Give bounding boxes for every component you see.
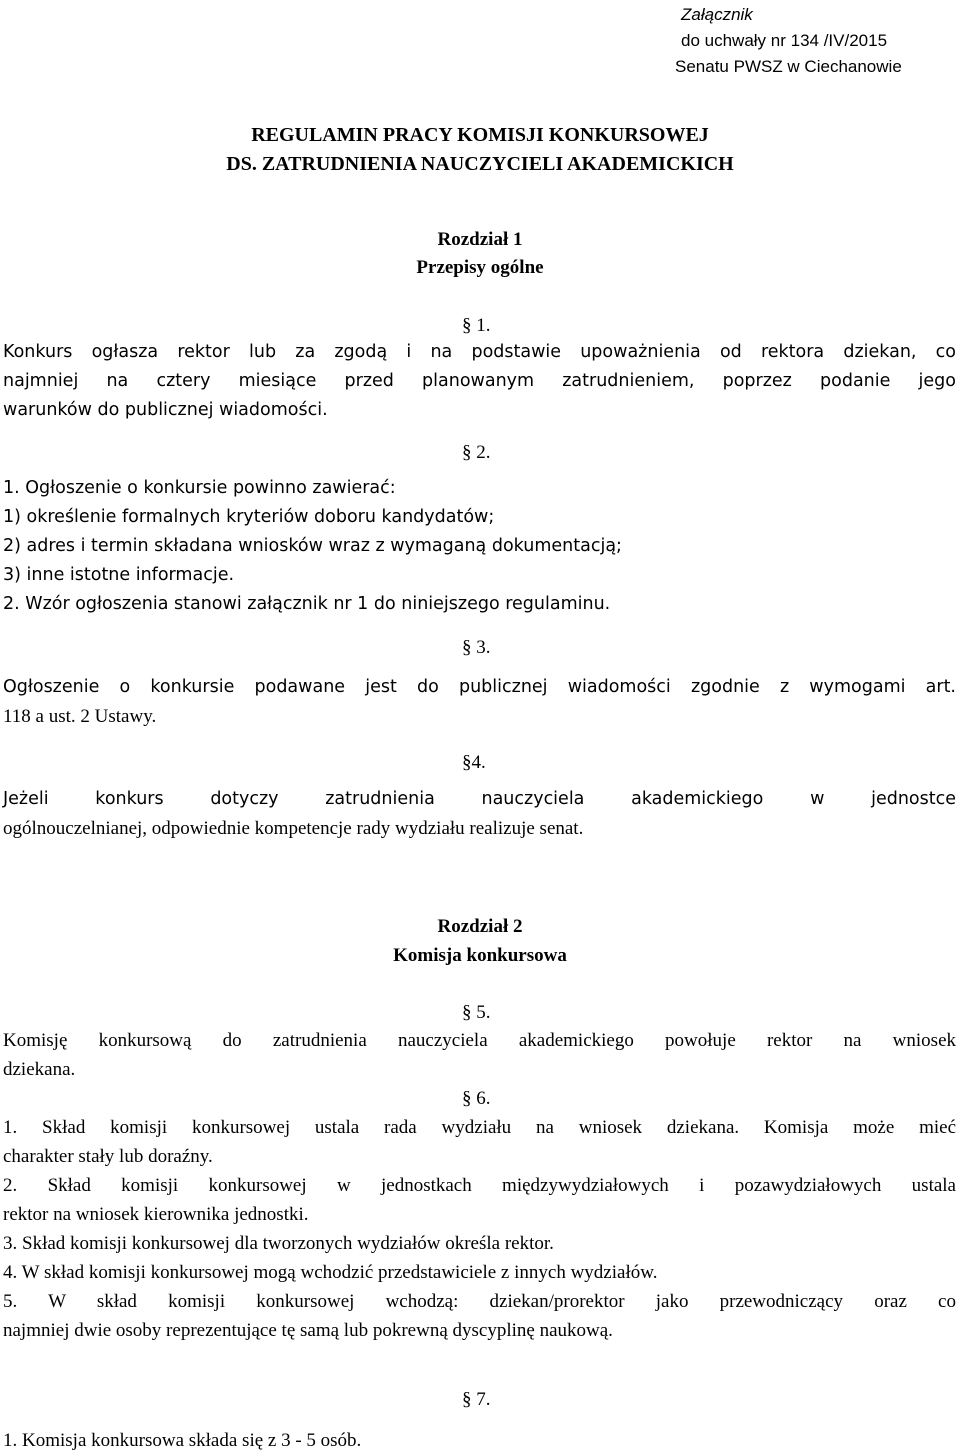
- section-6-point3: 3. Skład komisji konkursowej dla tworzonych wydziałów określa rektor.: [3, 1233, 554, 1254]
- section-4-mark: §4.: [462, 752, 486, 773]
- section-1-line1: Konkurs ogłasza rektor lub za zgodą i na podstawie upoważnienia od rektora dziekan, co: [3, 342, 956, 362]
- section-1-line2: najmniej na cztery miesiące przed planowanym zatrudnieniem, poprzez podanie jego: [3, 371, 956, 391]
- section-6-point1-line2: charakter stały lub doraźny.: [3, 1146, 213, 1167]
- section-6-mark: § 6.: [462, 1088, 491, 1109]
- section-2-item2: 2) adres i termin składana wniosków wraz z wymaganą dokumentacją;: [3, 536, 622, 556]
- section-2-point1: 1. Ogłoszenie o konkursie powinno zawierać:: [3, 478, 396, 498]
- section-6-point5-line2: najmniej dwie osoby reprezentujące tę samą lub pokrewną dyscyplinę naukową.: [3, 1320, 613, 1341]
- section-3-line1: Ogłoszenie o konkursie podawane jest do publicznej wiadomości zgodnie z wymogami art.: [3, 677, 956, 697]
- document-title-line2: DS. ZATRUDNIENIA NAUCZYCIELI AKADEMICKICH: [226, 153, 734, 175]
- chapter2-heading: Rozdział 2: [437, 916, 523, 937]
- section-7-mark: § 7.: [462, 1389, 491, 1410]
- section-3-mark: § 3.: [462, 637, 491, 658]
- annex-senate: Senatu PWSZ w Ciechanowie: [675, 57, 902, 76]
- section-4-line1: Jeżeli konkurs dotyczy zatrudnienia nauczyciela akademickiego w jednostce: [3, 789, 956, 809]
- section-1-mark: § 1.: [462, 315, 491, 336]
- section-6-point2-line2: rektor na wniosek kierownika jednostki.: [3, 1204, 309, 1225]
- section-2-point2: 2. Wzór ogłoszenia stanowi załącznik nr 1 do niniejszego regulaminu.: [3, 594, 611, 614]
- section-6-point1-line1: 1. Skład komisji konkursowej ustala rada wydziału na wniosek dziekana. Komisja może mieć: [3, 1117, 956, 1138]
- section-5-line2: dziekana.: [3, 1059, 76, 1080]
- section-5-line1: Komisję konkursową do zatrudnienia nauczyciela akademickiego powołuje rektor na wniosek: [3, 1030, 956, 1051]
- annex-resolution: do uchwały nr 134 /IV/2015: [681, 31, 888, 50]
- chapter1-heading: Rozdział 1: [437, 229, 523, 250]
- chapter2-subheading: Komisja konkursowa: [393, 945, 567, 966]
- chapter1-subheading: Przepisy ogólne: [416, 257, 544, 278]
- section-1-line3: warunków do publicznej wiadomości.: [3, 400, 328, 420]
- section-6-point2-line1: 2. Skład komisji konkursowej w jednostkach międzywydziałowych i pozawydziałowych ustala: [3, 1175, 956, 1196]
- section-2-item3: 3) inne istotne informacje.: [3, 565, 235, 585]
- section-6-point4: 4. W skład komisji konkursowej mogą wchodzić przedstawiciele z innych wydziałów.: [3, 1262, 658, 1283]
- annex-label: Załącznik: [681, 5, 753, 24]
- section-2-item1: 1) określenie formalnych kryteriów doboru kandydatów;: [3, 507, 495, 527]
- section-3-line2: 118 a ust. 2 Ustawy.: [3, 706, 157, 727]
- section-7-point1: 1. Komisja konkursowa składa się z 3 - 5 osób.: [3, 1430, 362, 1451]
- section-4-line2: ogólnouczelnianej, odpowiednie kompetencje rady wydziału realizuje senat.: [3, 818, 584, 839]
- section-2-mark: § 2.: [462, 442, 491, 463]
- section-5-mark: § 5.: [462, 1002, 491, 1023]
- document-title-line1: REGULAMIN PRACY KOMISJI KONKURSOWEJ: [251, 124, 709, 146]
- section-6-point5-line1: 5. W skład komisji konkursowej wchodzą: dziekan/prorektor jako przewodniczący oraz co: [3, 1291, 956, 1312]
